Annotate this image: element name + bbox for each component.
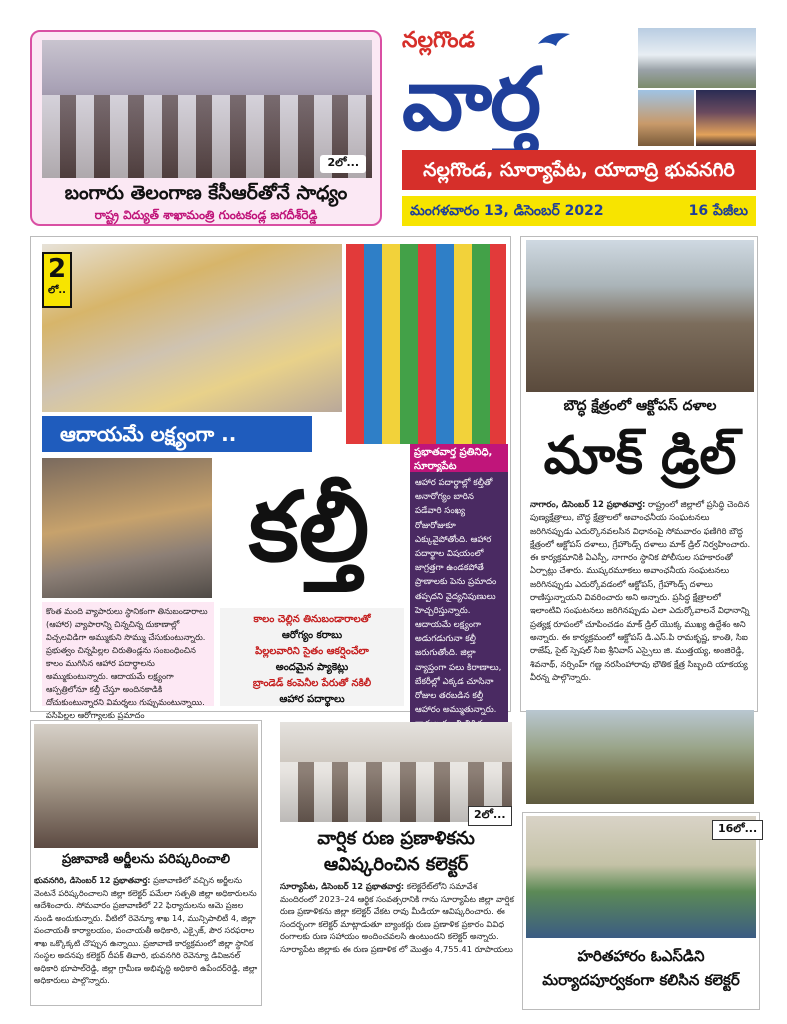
temple-photo [638, 90, 694, 146]
promo-box[interactable] [30, 30, 382, 226]
credit-plan-article [280, 880, 516, 1010]
prajavani-body: ప్రజావాణిలో వచ్చిన అర్జీలను వెంటనే పరిష్కరించాలని జిల్లా కలెక్టర్‌ పమేలా సత్పతి జిల్లా అధికారులను ఆదేశించారు. సోమవారం ప్రజావాణిలో 22 ఫిర్యాదులను ఆమె ప్రజల నుండి అందుకున్నారు. వీటిలో రెవెన్యూ శాఖ 14, మున్సిపాలిటీ 4, జిల్లా పంచాయతీ కార్యాలయం, పంచాయతీ అధికారి, ఎక్సైజ్‌, పౌర సరఫరాల శాఖ ఒక్కొక్కటి చొప్పున ఉన్నాయి. ప్రజావాణి కార్యక్రమంలో జిల్లా స్థానిక సంస్థల అదనపు కలెక్టర్‌ దీపక్‌ తివారి, భువనగిరి రెవెన్యూ డివిజనల్‌ అధికారి భూపాల్‌రెడ్డి, జిల్లా గ్రామీణ అభివృద్ధి అధికారి ఉపేందర్‌రెడ్డి, జిల్లా అధికారులు పాల్గొన్నారు. [34, 875, 258, 985]
prajavani-article [34, 874, 258, 1006]
highlight-line: బ్రాండెడ్‌ కంపెనీల పేరుతో నకిలీ [252, 678, 372, 689]
highlight-line: ఆరోగ్యం కరాబు [281, 630, 343, 641]
highlight-line: అందమైన ప్యాకెట్లు [275, 662, 349, 673]
grain-sacks-photo [42, 244, 342, 412]
main-story-left-text: కొంత మంది వ్యాపారులు స్థానికంగా తినుబండారాలు (ఆహార) వ్యాపారాన్ని చిన్నచిన్న దుకాణాల్లో విచ్చలవిడిగా అమ్ముకుని సొమ్ము చేసుకుంటున్నారు. ప్రభుత్వం చిన్నపిల్లల చిరుతిండ్లను సంబంధించిన కాలం ముగిసిన ఆహార పదార్థాలను అమ్ముకుంటున్నారు. ఆదాయమే లక్ష్యంగా ఆస్పత్రిలోనూ కల్తీ చేస్తూ అందినకాడికి దోచుకుంటున్నారని విమర్శలు గుప్పుమంటున్నాయి. పసిపిల్లల ఆరోగ్యాలకు ప్రమాదం [42, 602, 214, 706]
commandos-photo [526, 240, 754, 392]
mock-drill-article [530, 498, 752, 708]
promo-page-ref: 2లో... [320, 155, 366, 173]
mock-drill-dateline: నాగారం, డిసెంబర్‌ 12 ప్రభాతవార్త: [530, 499, 646, 509]
credit-plan-headline [280, 826, 512, 878]
district-banner: నల్లగొండ, సూర్యాపేట, యాదాద్రి భువనగిరి [402, 150, 756, 190]
issue-date: మంగళవారం 13, డిసెంబర్‌ 2022 [410, 203, 604, 219]
promo-subline: రాష్ట్ర విద్యుత్‌ శాఖామంత్రి గుంటకండ్ల జగదీశ్‌రెడ్డి [94, 208, 318, 222]
credit-plan-dateline: సూర్యాపేట, డిసెంబర్‌ 12 ప్రభాతవార్త: [280, 881, 405, 891]
page-count: 16 పేజీలు [688, 203, 748, 219]
prajavani-headline: ప్రజావాణి అర్జీలను పరిష్కరించాలి [61, 852, 231, 867]
dateline-bar [402, 196, 756, 226]
page-badge-suffix: లో.. [48, 285, 66, 296]
mock-drill-body: రాష్ట్రంలో జిల్లాలో ప్రసిద్ధి చెందిన పుణ్యక్షేత్రాలు, బౌద్ధ క్షేత్రాలలో అవాంఛనీయ సంఘటనలు జరిగినప్పుడు ఎదుర్కొనవలసిన విధానంపై సోమవారం ఫణిగిరి బౌద్ధ క్షేత్రంలో ఆక్టోపస్‌ దళాలు, గ్రేహౌండ్స్‌ దళాలు మాక్‌ డ్రిల్‌ నిర్వహించారు. ఈ కార్యక్రమానికి ఏఎస్పీ, నాగారం స్థానిక పోలీసుల సహకారంతో ఏర్పాట్లు చేశారు. ముష్కరమూకలు అవాంఛనీయ సంఘటనలు జరిగినప్పుడు ఎదుర్కోవడంలో ఆక్టోపస్‌, గ్రేహౌండ్స్‌ దళాలు రాణిస్తున్నాయని వివరించారు అని అన్నారు. ప్రసిద్ధ క్షేత్రాలలో ఇలాంటివి సంఘటనలు జరిగినప్పుడు ఎలా ఎదుర్కోవాలనే విధానాన్ని ప్రత్యక్ష రూపంలో చూపించడం మాక్‌ డ్రిల్‌ యొక్క ముఖ్య ఉద్దేశం అని అన్నారు. ఈ కార్యక్రమంలో ఆక్టోపస్‌ డి.ఎస్‌.పి రామకృష్ణ, కాంతి, సిఐ రాజేష్‌, సైట్‌ స్పెషల్‌ సిఐ శ్రీనివాస్‌ ఎస్సైలు జి. ముత్తయ్య, అంజిరెడ్డి, శివనాథ్‌, నర్సింహ్‌ గణ్ణ నరసింహారావు భౌతిక క్షేత్ర సిబ్బంది యాకయ్య వీరన్న పాల్గొన్నారు. [530, 499, 751, 682]
promo-headline: బంగారు తెలంగాణ కేసీఆర్‌తోనే సాధ్యం [64, 182, 348, 204]
haritha-headline [526, 944, 756, 992]
prajavani-dateline: భువనగిరి, డిసెంబర్‌ 12 ప్రభాతవార్త: [34, 875, 151, 885]
haritha-headline-line2: మర్యాదపూర్వకంగా కలిసిన కలెక్టర్‌ [542, 971, 740, 989]
promo-photo [42, 40, 372, 178]
credit-plan-body: కలెక్టరేట్‌లోని సమావేశ మందిరంలో 2023–24 ఆర్థిక సంవత్సరానికి గాను సూర్యాపేట జిల్లా వార్షిక రుణ ప్రణాళికను జిల్లా కలెక్టర్‌ వేకట రావు మీడియా ఆవిష్కరించారు. ఈ సందర్భంగా కలెక్టర్‌ మాట్లాడుతూ బ్యాంకర్లు రుణ ప్రణాళిక ప్రకారం వివిధ రంగాలకు రుణ సహాయం అందించవలసి ఉంటుందని కలెక్టర్‌ అన్నారు. సూర్యాపేట జిల్లాకు ఈ రుణ ప్రణాళిక లో మొత్తం 4,755.41 రూపాయలు [280, 881, 514, 954]
main-story-right-text: ఆహార పదార్థాల్లో కల్తీతో అనారోగ్యం బారిన పడేవారి సంఖ్య రోజురోజుకూ ఎక్కువైపోతోంది. ఆహార పదార్థాల విషయంలో జాగ్రత్తగా ఉండకపోతే ప్రాణాలకు పెను ప్రమాదం తప్పదని వైద్యనిపుణులు హెచ్చరిస్తున్నారు. ఆదాయమే లక్ష్యంగా అడుగడుగునా కల్తీ జరుగుతోంది. జిల్లా వ్యాప్తంగా పలు కిరాణాలు, బేకరీల్లో ఎక్కడ చూసినా రోజుల తరబడిన కల్తీ ఆహారం అమ్ముతున్నారు. [410, 472, 508, 742]
highlights-box [220, 608, 404, 706]
page-badge[interactable] [42, 252, 72, 308]
city-night-photo [696, 90, 756, 146]
main-big-headline: కల్తీ [248, 471, 370, 583]
credit-plan-headline-line1: వార్షిక రుణ ప్రణాళికను [317, 828, 475, 849]
commandos-field-photo [526, 710, 754, 804]
highlight-line: కాలం చెల్లిన తినుబండారాలతో [253, 614, 371, 625]
mock-drill-headline: మాక్‌ డ్రిల్‌ [543, 426, 737, 486]
masthead-logo: వార్త [402, 50, 540, 150]
page-badge-number: 2 [47, 254, 67, 284]
masthead-small-title: నల్లగొండ [402, 28, 475, 53]
credit-plan-headline-line2: ఆవిష్కరించిన కలెక్టర్‌ [323, 854, 469, 875]
dam-photo [638, 28, 756, 88]
mock-drill-subhead: బౌద్ధ క్షేత్రంలో ఆక్టోపస్‌ దళాల [563, 398, 717, 414]
highlight-line: ఆహార పదార్థాలు [279, 694, 345, 705]
dove-icon [536, 30, 572, 50]
reporter-credit: ప్రభాతవార్త ప్రతినిధి, సూర్యాపేట [410, 444, 508, 476]
credit-plan-page-ref[interactable]: 2లో... [468, 806, 512, 826]
prajavani-photo [34, 724, 258, 848]
main-ribbon-heading: ఆదాయమే లక్ష్యంగా .. [42, 416, 312, 452]
kitchen-photo [42, 458, 212, 598]
haritha-page-ref[interactable]: 16లో... [712, 820, 763, 840]
haritha-headline-line1: హరితహారం ఓఎస్‌డిని [577, 947, 705, 965]
highlight-line: పిల్లలవారిని సైతం ఆకర్షించేలా [255, 646, 369, 657]
snack-packets-photo [346, 244, 506, 444]
